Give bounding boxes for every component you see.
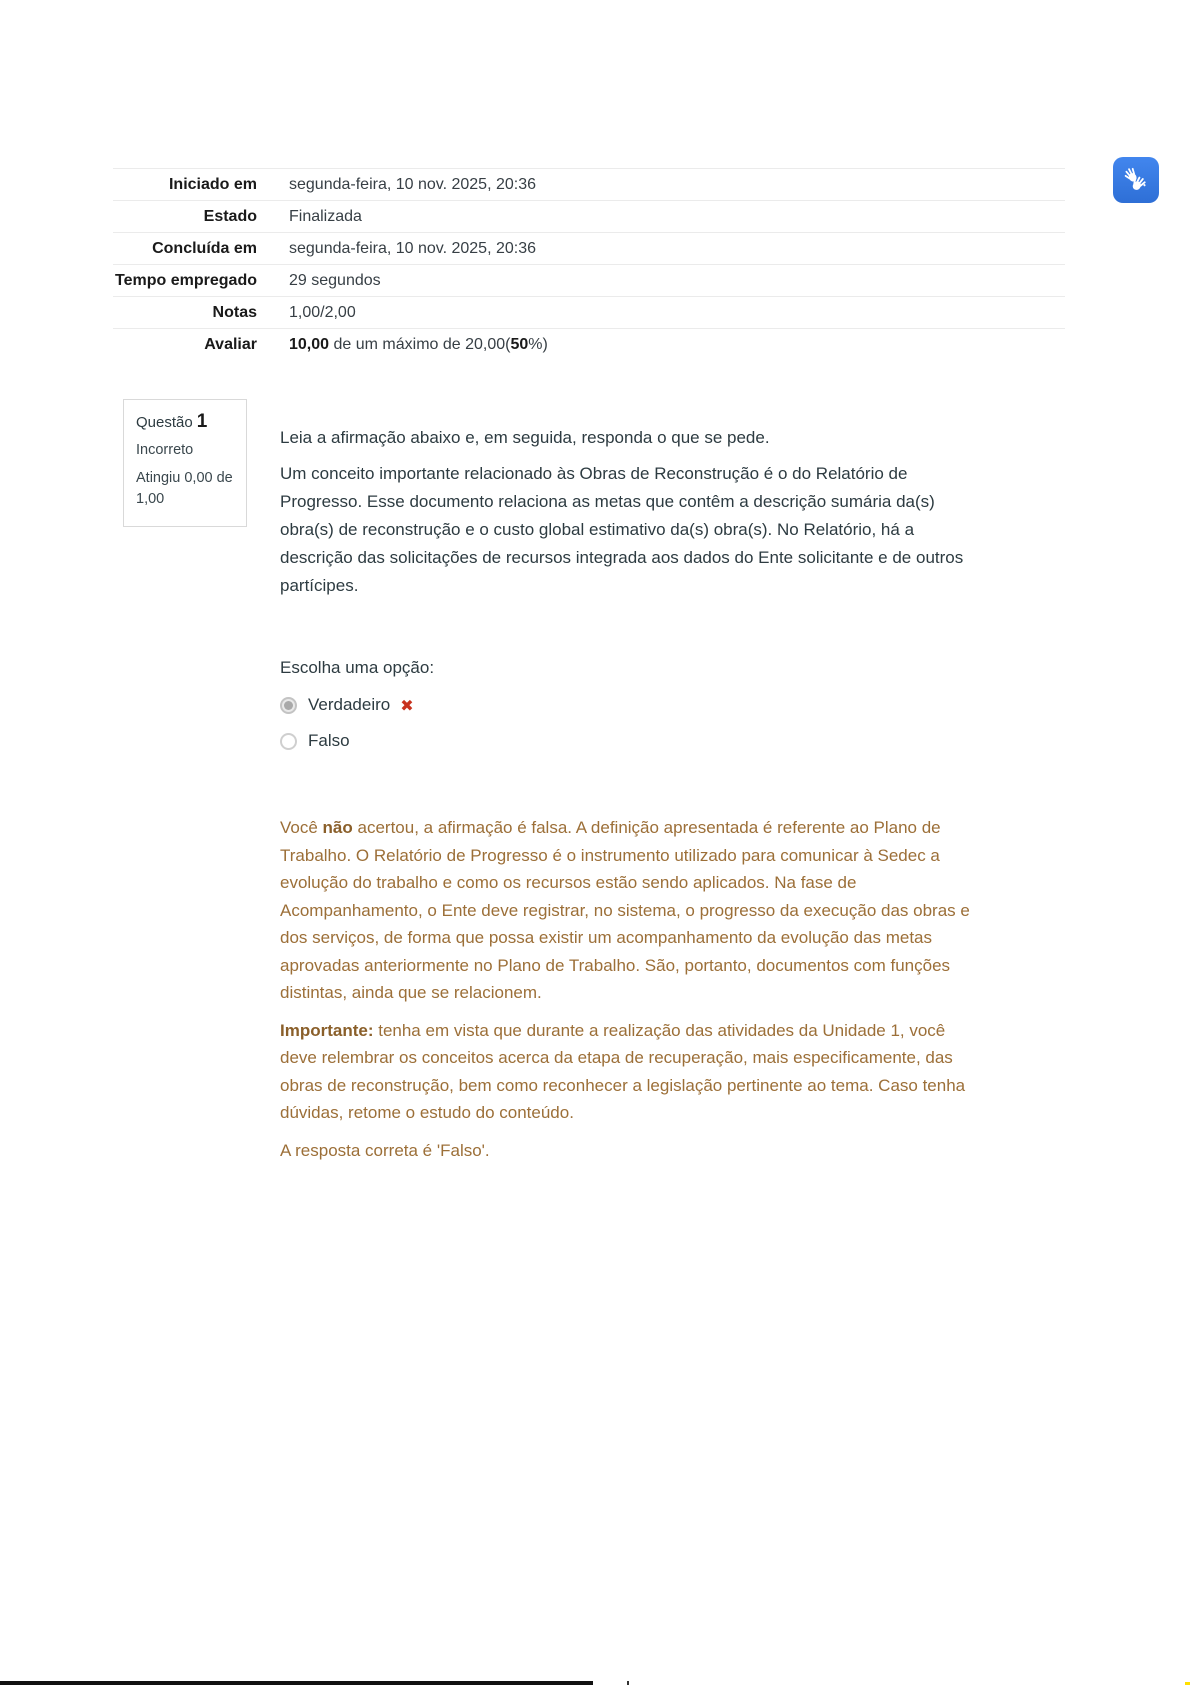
incorrect-x-icon: ✖ [400, 695, 414, 715]
bottom-black-bar [0, 1681, 593, 1685]
table-row [113, 296, 1065, 328]
row-label: Concluída em [152, 240, 257, 257]
feedback-text: Você [280, 818, 323, 837]
radio-verdadeiro-selected[interactable] [280, 697, 297, 714]
row-label: Estado [203, 208, 257, 225]
table-row [113, 200, 1065, 232]
table-row [113, 232, 1065, 264]
question-info-box [123, 399, 247, 527]
table-row [113, 168, 1065, 200]
question-intro: Leia a afirmação abaixo e, em seguida, responda o que se pede. [280, 428, 770, 447]
question-state-badge: Incorreto [136, 442, 194, 458]
grade-percent: 50 [510, 336, 529, 353]
row-label: Tempo empregado [115, 272, 257, 289]
feedback-paragraph-1 [280, 814, 974, 1007]
table-row-grade [113, 328, 1065, 360]
vlibras-sign-language-button[interactable] [1113, 157, 1159, 203]
grade-score: 10,00 [289, 336, 330, 353]
question-points: Atingiu 0,00 de 1,00 [136, 470, 233, 507]
feedback-paragraph-2 [280, 1017, 974, 1127]
question-title [136, 411, 234, 433]
row-value: 1,00/2,00 [289, 304, 356, 321]
radio-falso-unselected[interactable] [280, 733, 297, 750]
option-falso-label[interactable]: Falso [308, 731, 350, 750]
sign-language-hands-icon [1120, 164, 1152, 196]
option-verdadeiro[interactable] [280, 690, 974, 720]
question-statement: Um conceito importante relacionado às Obras de Reconstrução é o do Relatório de Progresso. Esse documento relaciona as metas que contêm a descrição sumária da(s) obra(s) de reconstrução e o custo global estimativo da(s) obra(s). No Relatório, há a descrição das solicitações de recursos integrada aos dados do Ente solicitante e de outros partícipes. [280, 464, 964, 595]
question-content [280, 424, 974, 1164]
bottom-tick-mark [627, 1681, 629, 1685]
feedback-text: acertou, a afirmação é falsa. A definição apresentada é referente ao Plano de Trabalho. O Relatório de Progresso é o instrumento utilizado para comunicar à Sedec a evolução do trabalho e como os recursos estão sendo aplicados. Na fase de Acompanhamento, o Ente deve registrar, no sistema, o progresso da execução das obras e dos serviços, de forma que possa existir um acompanhamento da evolução das metas aprovadas anteriormente no Plano de Trabalho. São, portanto, documentos com funções distintas, ainda que se relacionem. [280, 818, 970, 1002]
option-verdadeiro-label[interactable]: Verdadeiro [308, 695, 391, 714]
row-value: Finalizada [289, 208, 362, 225]
feedback-text: tenha em vista que durante a realização das atividades da Unidade 1, você deve relembrar os conceitos acerca da etapa de recuperação, mais especificamente, das obras de reconstrução, bem como reconhecer a legislação pertinente ao tema. Caso tenha dúvidas, retome o estudo do conteúdo. [280, 1020, 966, 1122]
row-value: segunda-feira, 10 nov. 2025, 20:36 [289, 176, 536, 193]
row-label: Notas [212, 304, 257, 321]
row-label: Iniciado em [168, 176, 257, 193]
row-label: Avaliar [204, 336, 257, 353]
answer-prompt: Escolha uma opção: [280, 658, 435, 677]
option-falso[interactable] [280, 726, 974, 756]
row-value: 29 segundos [289, 272, 381, 289]
attempt-summary-table [113, 168, 1065, 360]
table-row [113, 264, 1065, 296]
feedback-block [280, 814, 974, 1164]
grade-text: de um máximo de 20,00( [329, 336, 511, 353]
grade-value [273, 329, 1065, 360]
feedback-bold-importante: Importante: [280, 1020, 374, 1040]
row-value: segunda-feira, 10 nov. 2025, 20:36 [289, 240, 536, 257]
question-label: Questão [136, 414, 193, 431]
question-number: 1 [196, 411, 208, 432]
grade-text-end: %) [528, 336, 548, 353]
correct-answer-line: A resposta correta é 'Falso'. [280, 1140, 490, 1160]
feedback-bold-nao: não [322, 818, 353, 837]
